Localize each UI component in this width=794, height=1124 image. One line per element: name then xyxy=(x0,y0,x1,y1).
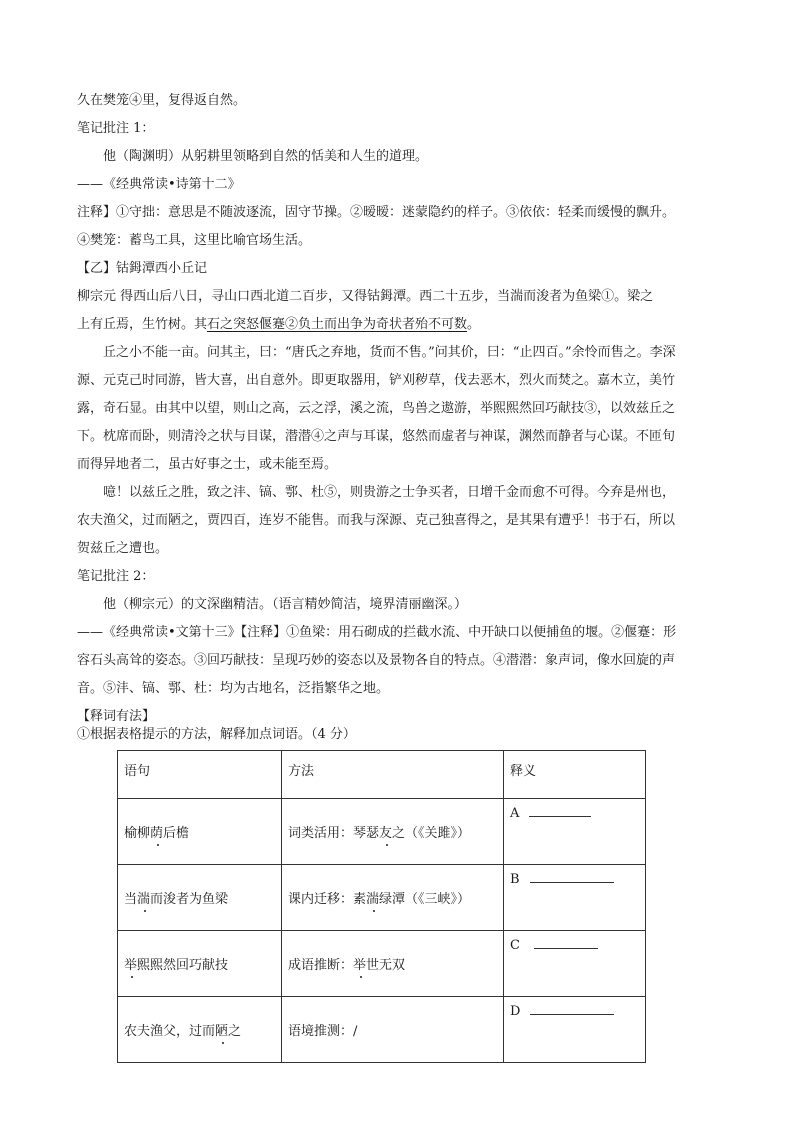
paragraph-line xyxy=(77,316,480,334)
paragraph-line: 贺兹丘之遭也。 xyxy=(77,541,169,556)
paragraph-line: 下。枕席而卧，则清泠之状与目谋，潜潜④之声与耳谋，悠然而虚者与神谋，渊然而静者与心谋。不匝旬 xyxy=(77,429,676,444)
answer-letter: A xyxy=(510,806,520,821)
dotted-word: 湍 xyxy=(366,892,380,907)
question-prompt: ①根据表格提示的方法，解释加点词语。（4 分） xyxy=(77,727,356,742)
section-heading: 【释词有法】 xyxy=(77,709,156,724)
answer-cell[interactable] xyxy=(504,931,646,997)
text-segment: 当 xyxy=(124,892,138,907)
annotation-line: 容石头高耸的姿态。③回巧献技：呈现巧妙的姿态以及景物各自的特点。④潜潜：象声词，像水回旋的声 xyxy=(77,653,676,668)
answer-blank[interactable] xyxy=(534,938,598,949)
paragraph-line: 农夫渔父，过而陋之，贾四百，连岁不能售。而我与深源、克己独喜得之，是其果有遭乎！书于石，所以 xyxy=(77,513,676,528)
text-segment: 之（《关雎》） xyxy=(392,826,471,841)
text-segment: 之 xyxy=(228,1024,242,1039)
note-text: 他（柳宗元）的文深幽精洁。（语言精妙简洁，境界清丽幽深。） xyxy=(103,597,468,612)
answer-blank[interactable] xyxy=(529,806,591,817)
text-segment: 。 xyxy=(467,317,481,332)
dotted-word: 举 xyxy=(353,958,367,973)
answer-letter: B xyxy=(510,872,520,887)
answer-cell[interactable] xyxy=(504,997,646,1063)
method-cell xyxy=(282,997,504,1063)
sentence-cell xyxy=(118,997,282,1063)
answer-cell[interactable] xyxy=(504,799,646,865)
source-citation: ——《经典常读•诗第十二》 xyxy=(77,177,241,192)
sentence-cell xyxy=(118,865,282,931)
annotation-line: 注释】①守拙：意思是不随波逐流，固守节操。②暧暧：迷蒙隐约的样子。③依依：轻柔而缓慢的飘升。 xyxy=(77,205,676,220)
text-segment: 语境推测：/ xyxy=(288,1024,358,1039)
dotted-word: 荫 xyxy=(150,826,164,841)
method-cell xyxy=(282,799,504,865)
paragraph-line: 而得异地者二，虽古好事之士，或未能至焉。 xyxy=(77,457,338,472)
text-segment: 榆柳 xyxy=(124,826,151,841)
text-segment: 而浚者为鱼梁 xyxy=(150,892,229,907)
paragraph-line: 露，奇石显。由其中以望，则山之高，云之浮，溪之流，鸟兽之遨游，举熙熙然回巧献技③，以效兹丘之 xyxy=(77,401,676,416)
dotted-word: 友 xyxy=(379,826,393,841)
table-header-row xyxy=(118,751,646,799)
note-text: 他（陶渊明）从躬耕里领略到自然的恬美和人生的道理。 xyxy=(103,149,429,164)
sentence-cell xyxy=(118,799,282,865)
paragraph-line: 柳宗元 得西山后八日，寻山口西北道二百步，又得钴鉧潭。西二十五步，当湍而浚者为鱼梁①。梁之 xyxy=(77,289,654,304)
paragraph-line: 噫！以兹丘之胜，致之沣、镐、鄠、杜⑤，则贵游之士争买者，日增千金而愈不可得。今弃是州也， xyxy=(103,485,676,500)
table-row xyxy=(118,799,646,865)
table-row xyxy=(118,997,646,1063)
answer-cell[interactable] xyxy=(504,865,646,931)
text-segment: 课内迁移：素 xyxy=(288,892,367,907)
annotation-line: 音。⑤沣、镐、鄠、杜：均为古地名，泛指繁华之地。 xyxy=(77,681,390,696)
text-segment: 成语推断： xyxy=(288,958,354,973)
header-cell: 方法 xyxy=(282,751,504,799)
paragraph-line: 源、元克己时同游，皆大喜，出自意外。即更取器用，铲刈秽草，伐去恶木，烈火而焚之。嘉木立，美竹 xyxy=(77,373,676,388)
text-segment: 上有丘焉，生竹树。其 xyxy=(77,317,208,332)
passage-heading: 【乙】钴鉧潭西小丘记 xyxy=(77,261,208,276)
note-label: 笔记批注 2： xyxy=(77,569,155,584)
paragraph-line: 丘之小不能一亩。问其主，曰：“唐氏之弃地，货而不售。”问其价，曰：“止四百。”余怜而售之。李深 xyxy=(103,345,676,360)
annotation-line: ④樊笼：蓄鸟工具，这里比喻官场生活。 xyxy=(77,233,312,248)
answer-letter: D xyxy=(510,1004,521,1019)
text-segment: 词类活用：琴瑟 xyxy=(288,826,380,841)
dotted-word: 举 xyxy=(124,958,138,973)
answer-letter: C xyxy=(510,938,520,953)
text-segment: 熙熙然回巧献技 xyxy=(137,958,229,973)
annotation-line: ——《经典常读•文第十三》【注释】①鱼梁：用石砌成的拦截水流、中开缺口以便捕鱼的堰。②偃蹇：形 xyxy=(77,625,677,640)
answer-blank[interactable] xyxy=(530,872,614,883)
method-cell xyxy=(282,931,504,997)
header-cell: 释义 xyxy=(504,751,646,799)
underlined-sentence: 石之突怒偃蹇②负土而出争为奇状者殆不可数 xyxy=(207,317,468,332)
dotted-word: 陋 xyxy=(215,1024,229,1039)
table-row xyxy=(118,931,646,997)
method-cell xyxy=(282,865,504,931)
table-row xyxy=(118,865,646,931)
sentence-cell xyxy=(118,931,282,997)
text-segment: 世无双 xyxy=(366,958,406,973)
text-segment: 农夫渔父，过而 xyxy=(124,1024,216,1039)
answer-blank[interactable] xyxy=(530,1004,614,1015)
note-label: 笔记批注 1： xyxy=(77,121,155,136)
poem-line: 久在樊笼④里，复得返自然。 xyxy=(77,93,247,108)
text-segment: 绿潭（《三峡》） xyxy=(379,892,471,907)
dotted-word: 湍 xyxy=(137,892,151,907)
answer-table xyxy=(117,750,646,1063)
header-cell: 语句 xyxy=(118,751,282,799)
text-segment: 后檐 xyxy=(163,826,190,841)
